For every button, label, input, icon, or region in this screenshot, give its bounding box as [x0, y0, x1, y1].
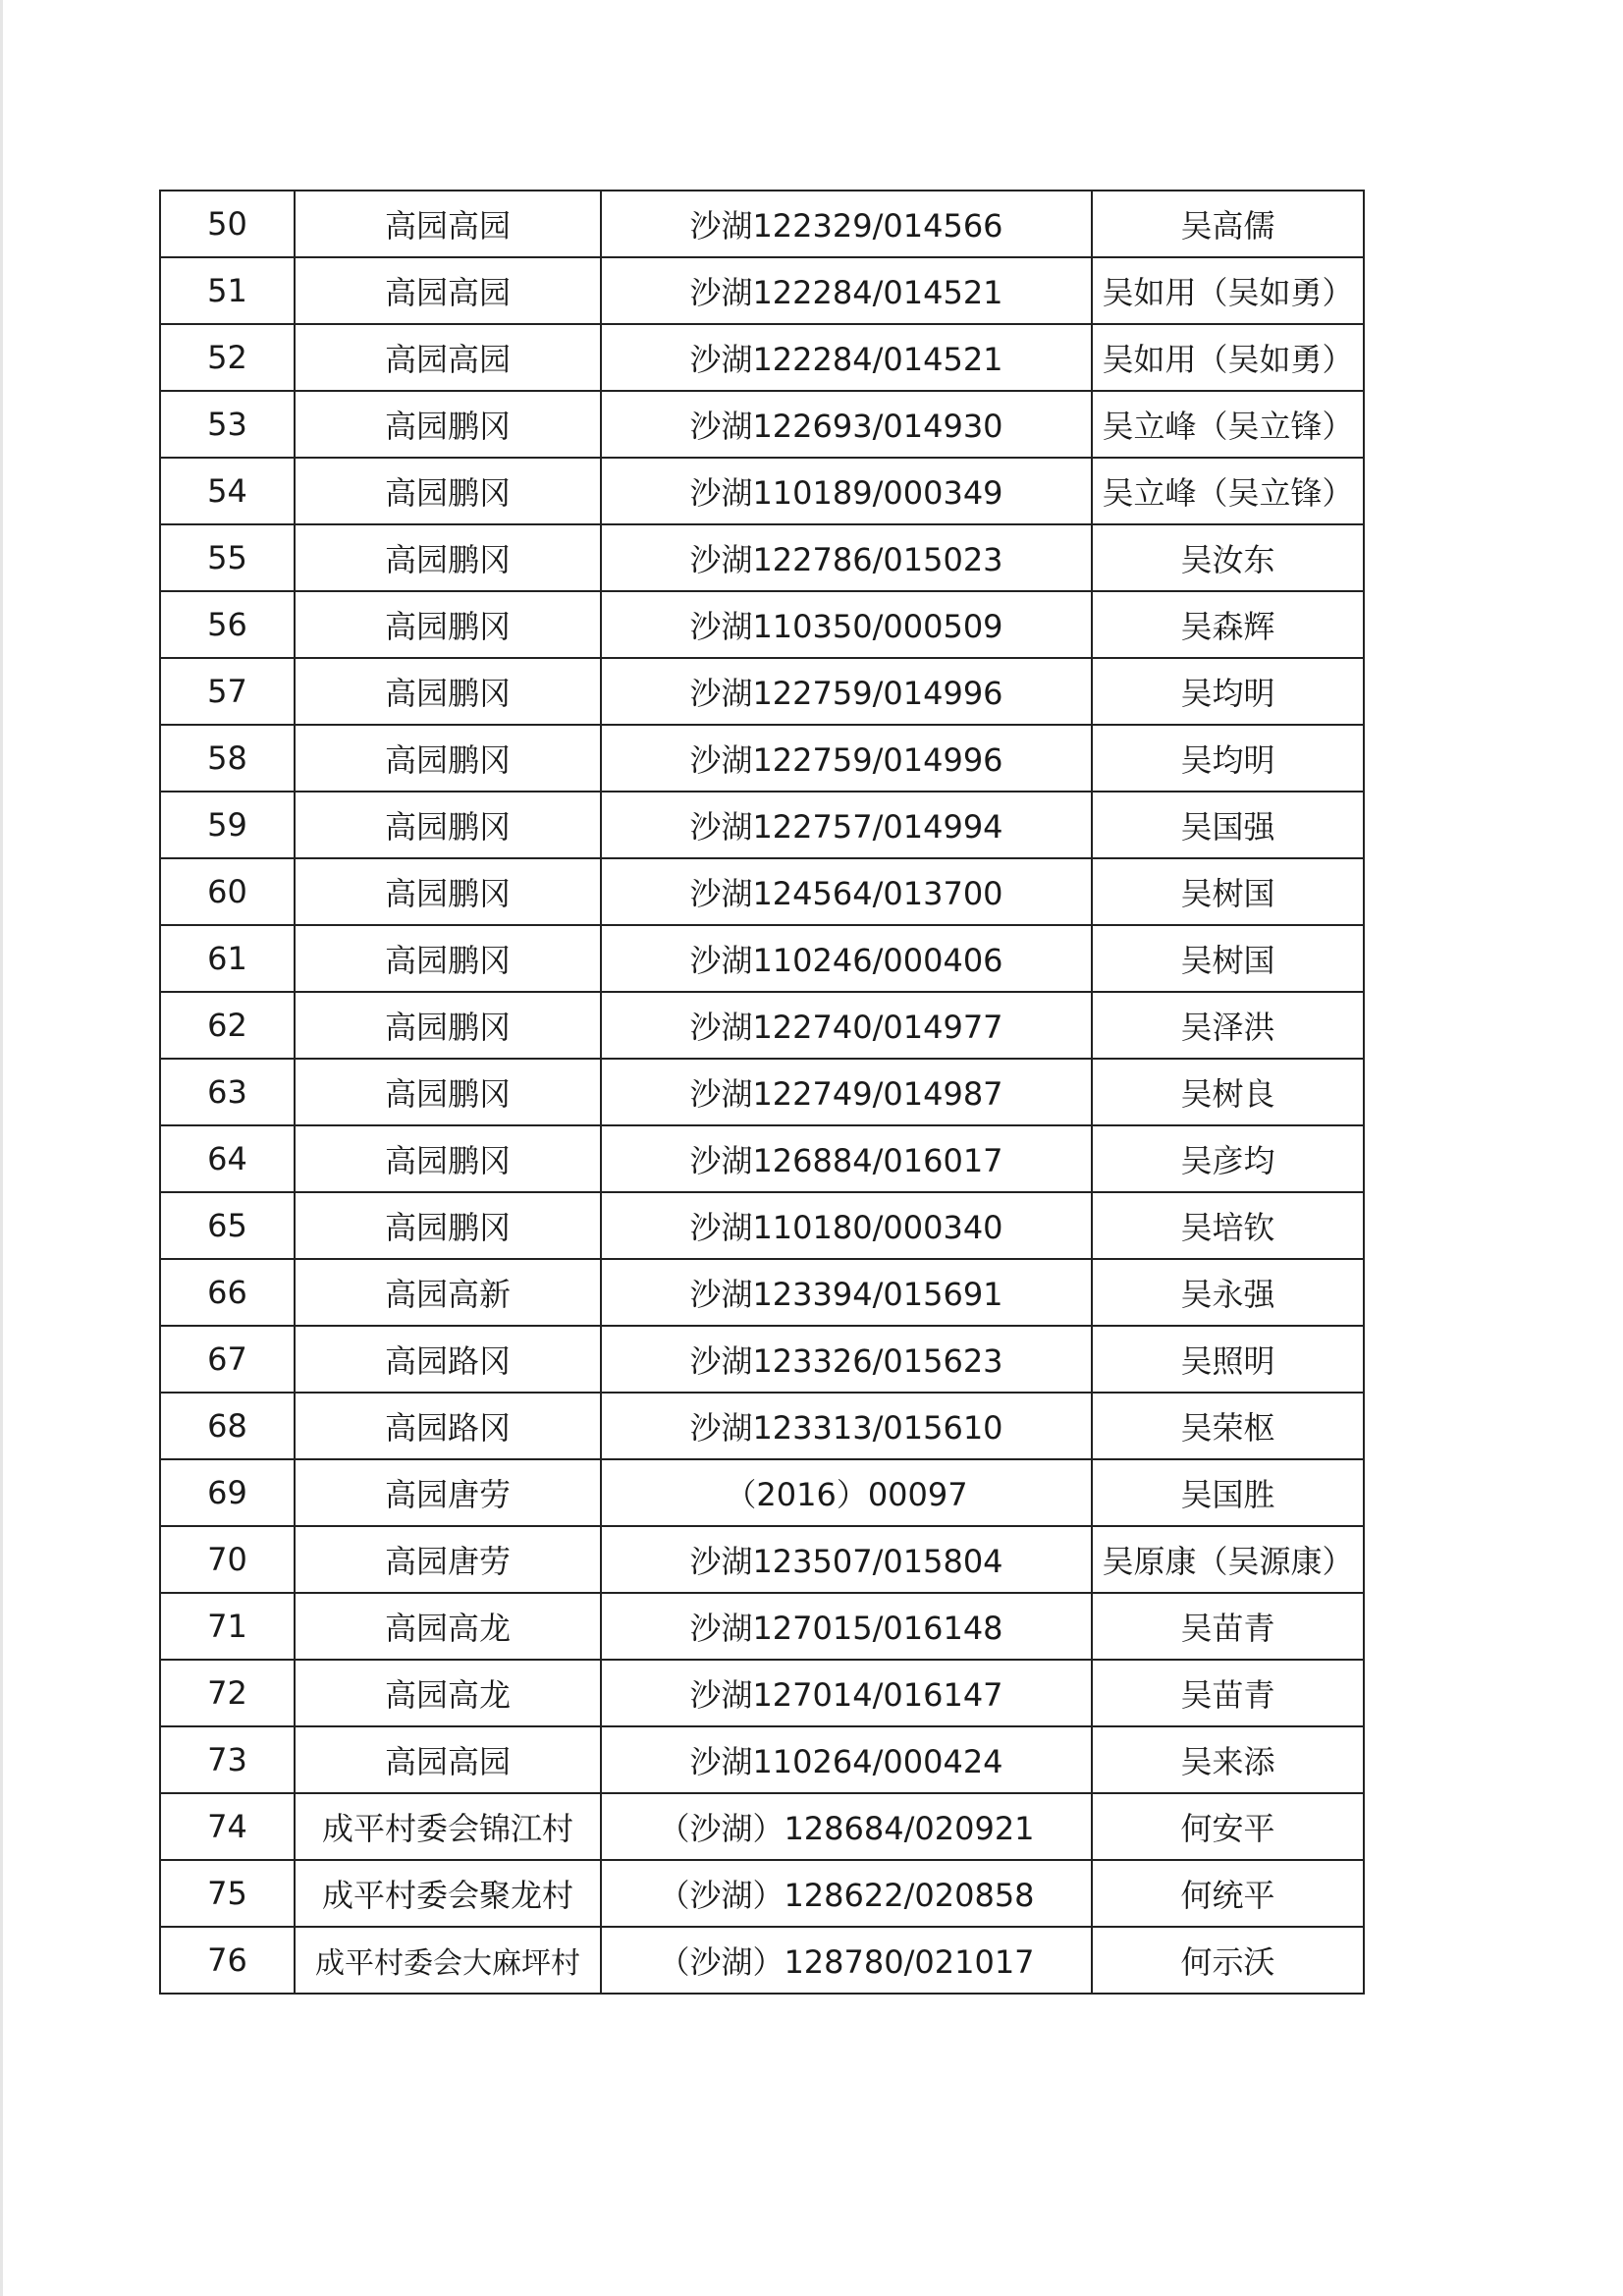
table-row [160, 1927, 1364, 1994]
owner-name-cell: 吴国强 [1092, 792, 1364, 858]
table-row [160, 191, 1364, 257]
row-number-cell: 69 [160, 1459, 295, 1526]
owner-name-cell: 吴泽洪 [1092, 992, 1364, 1059]
certificate-number-cell: （沙湖）128780/021017 [601, 1927, 1092, 1994]
village-cell: 高园高新 [295, 1259, 601, 1326]
village-cell: 高园鹏冈 [295, 792, 601, 858]
certificate-number-cell: 沙湖123313/015610 [601, 1393, 1092, 1459]
table-row [160, 1059, 1364, 1125]
certificate-number-cell: （沙湖）128622/020858 [601, 1860, 1092, 1927]
owner-name-cell: 吴立峰（吴立锋） [1092, 391, 1364, 458]
village-cell: 高园高龙 [295, 1660, 601, 1726]
table-row [160, 458, 1364, 524]
village-cell: 高园鹏冈 [295, 391, 601, 458]
owner-name-cell: 吴高儒 [1092, 191, 1364, 257]
owner-name-cell: 吴荣枢 [1092, 1393, 1364, 1459]
table-row [160, 1393, 1364, 1459]
owner-name-cell: 吴彦均 [1092, 1125, 1364, 1192]
village-cell: 成平村委会聚龙村 [295, 1860, 601, 1927]
owner-name-cell: 吴树良 [1092, 1059, 1364, 1125]
owner-name-cell: 何示沃 [1092, 1927, 1364, 1994]
certificate-number-cell: 沙湖122749/014987 [601, 1059, 1092, 1125]
certificate-number-cell: 沙湖122284/014521 [601, 257, 1092, 324]
row-number-cell: 73 [160, 1726, 295, 1793]
table-row [160, 257, 1364, 324]
table-row [160, 1726, 1364, 1793]
records-table [159, 190, 1365, 1995]
village-cell: 成平村委会锦江村 [295, 1793, 601, 1860]
village-cell: 高园鹏冈 [295, 858, 601, 925]
certificate-number-cell: 沙湖124564/013700 [601, 858, 1092, 925]
village-cell: 高园鹏冈 [295, 658, 601, 725]
certificate-number-cell: 沙湖122740/014977 [601, 992, 1092, 1059]
row-number-cell: 59 [160, 792, 295, 858]
table-row [160, 524, 1364, 591]
village-cell: 高园鹏冈 [295, 1059, 601, 1125]
village-cell: 高园高园 [295, 1726, 601, 1793]
owner-name-cell: 吴苗青 [1092, 1660, 1364, 1726]
village-cell: 高园高园 [295, 324, 601, 391]
row-number-cell: 74 [160, 1793, 295, 1860]
row-number-cell: 61 [160, 925, 295, 992]
village-cell: 高园高龙 [295, 1593, 601, 1660]
certificate-number-cell: 沙湖110264/000424 [601, 1726, 1092, 1793]
certificate-number-cell: 沙湖110350/000509 [601, 591, 1092, 658]
owner-name-cell: 吴来添 [1092, 1726, 1364, 1793]
certificate-number-cell: 沙湖126884/016017 [601, 1125, 1092, 1192]
row-number-cell: 65 [160, 1192, 295, 1259]
certificate-number-cell: 沙湖122284/014521 [601, 324, 1092, 391]
row-number-cell: 68 [160, 1393, 295, 1459]
row-number-cell: 76 [160, 1927, 295, 1994]
village-cell: 高园鹏冈 [295, 458, 601, 524]
certificate-number-cell: 沙湖123394/015691 [601, 1259, 1092, 1326]
row-number-cell: 71 [160, 1593, 295, 1660]
certificate-number-cell: 沙湖122693/014930 [601, 391, 1092, 458]
table-row [160, 1793, 1364, 1860]
row-number-cell: 51 [160, 257, 295, 324]
owner-name-cell: 吴苗青 [1092, 1593, 1364, 1660]
village-cell: 高园路冈 [295, 1393, 601, 1459]
table-row [160, 1526, 1364, 1593]
village-cell: 高园唐劳 [295, 1526, 601, 1593]
row-number-cell: 67 [160, 1326, 295, 1393]
row-number-cell: 70 [160, 1526, 295, 1593]
row-number-cell: 55 [160, 524, 295, 591]
owner-name-cell: 吴汝东 [1092, 524, 1364, 591]
village-cell: 高园唐劳 [295, 1459, 601, 1526]
certificate-number-cell: 沙湖127015/016148 [601, 1593, 1092, 1660]
table-row [160, 391, 1364, 458]
row-number-cell: 57 [160, 658, 295, 725]
village-cell: 高园鹏冈 [295, 725, 601, 792]
owner-name-cell: 吴原康（吴源康） [1092, 1526, 1364, 1593]
table-row [160, 1459, 1364, 1526]
table-row [160, 658, 1364, 725]
owner-name-cell: 吴森辉 [1092, 591, 1364, 658]
owner-name-cell: 吴永强 [1092, 1259, 1364, 1326]
village-cell: 成平村委会大麻坪村 [295, 1927, 601, 1994]
owner-name-cell: 吴均明 [1092, 725, 1364, 792]
owner-name-cell: 吴均明 [1092, 658, 1364, 725]
records-table-body [160, 191, 1364, 1994]
certificate-number-cell: 沙湖122759/014996 [601, 725, 1092, 792]
certificate-number-cell: 沙湖110189/000349 [601, 458, 1092, 524]
certificate-number-cell: 沙湖122757/014994 [601, 792, 1092, 858]
owner-name-cell: 吴国胜 [1092, 1459, 1364, 1526]
row-number-cell: 72 [160, 1660, 295, 1726]
owner-name-cell: 吴如用（吴如勇） [1092, 324, 1364, 391]
owner-name-cell: 何统平 [1092, 1860, 1364, 1927]
table-row [160, 1593, 1364, 1660]
village-cell: 高园路冈 [295, 1326, 601, 1393]
owner-name-cell: 吴树国 [1092, 925, 1364, 992]
table-row [160, 591, 1364, 658]
village-cell: 高园鹏冈 [295, 992, 601, 1059]
row-number-cell: 62 [160, 992, 295, 1059]
table-row [160, 992, 1364, 1059]
row-number-cell: 56 [160, 591, 295, 658]
certificate-number-cell: 沙湖123507/015804 [601, 1526, 1092, 1593]
certificate-number-cell: 沙湖122786/015023 [601, 524, 1092, 591]
table-row [160, 1660, 1364, 1726]
row-number-cell: 64 [160, 1125, 295, 1192]
row-number-cell: 58 [160, 725, 295, 792]
owner-name-cell: 吴照明 [1092, 1326, 1364, 1393]
row-number-cell: 60 [160, 858, 295, 925]
table-row [160, 858, 1364, 925]
village-cell: 高园鹏冈 [295, 524, 601, 591]
certificate-number-cell: 沙湖123326/015623 [601, 1326, 1092, 1393]
table-row [160, 1125, 1364, 1192]
row-number-cell: 63 [160, 1059, 295, 1125]
village-cell: 高园鹏冈 [295, 1192, 601, 1259]
page-edge [0, 0, 3, 2296]
row-number-cell: 75 [160, 1860, 295, 1927]
row-number-cell: 53 [160, 391, 295, 458]
certificate-number-cell: 沙湖110246/000406 [601, 925, 1092, 992]
owner-name-cell: 吴如用（吴如勇） [1092, 257, 1364, 324]
table-row [160, 792, 1364, 858]
certificate-number-cell: 沙湖127014/016147 [601, 1660, 1092, 1726]
village-cell: 高园高园 [295, 191, 601, 257]
certificate-number-cell: （2016）00097 [601, 1459, 1092, 1526]
owner-name-cell: 吴树国 [1092, 858, 1364, 925]
certificate-number-cell: 沙湖122329/014566 [601, 191, 1092, 257]
row-number-cell: 50 [160, 191, 295, 257]
owner-name-cell: 吴培钦 [1092, 1192, 1364, 1259]
village-cell: 高园鹏冈 [295, 925, 601, 992]
row-number-cell: 54 [160, 458, 295, 524]
table-row [160, 1259, 1364, 1326]
table-row [160, 324, 1364, 391]
row-number-cell: 66 [160, 1259, 295, 1326]
table-row [160, 1192, 1364, 1259]
certificate-number-cell: 沙湖122759/014996 [601, 658, 1092, 725]
table-row [160, 925, 1364, 992]
table-row [160, 1326, 1364, 1393]
village-cell: 高园高园 [295, 257, 601, 324]
owner-name-cell: 吴立峰（吴立锋） [1092, 458, 1364, 524]
row-number-cell: 52 [160, 324, 295, 391]
owner-name-cell: 何安平 [1092, 1793, 1364, 1860]
certificate-number-cell: 沙湖110180/000340 [601, 1192, 1092, 1259]
table-row [160, 725, 1364, 792]
table-row [160, 1860, 1364, 1927]
village-cell: 高园鹏冈 [295, 591, 601, 658]
certificate-number-cell: （沙湖）128684/020921 [601, 1793, 1092, 1860]
village-cell: 高园鹏冈 [295, 1125, 601, 1192]
